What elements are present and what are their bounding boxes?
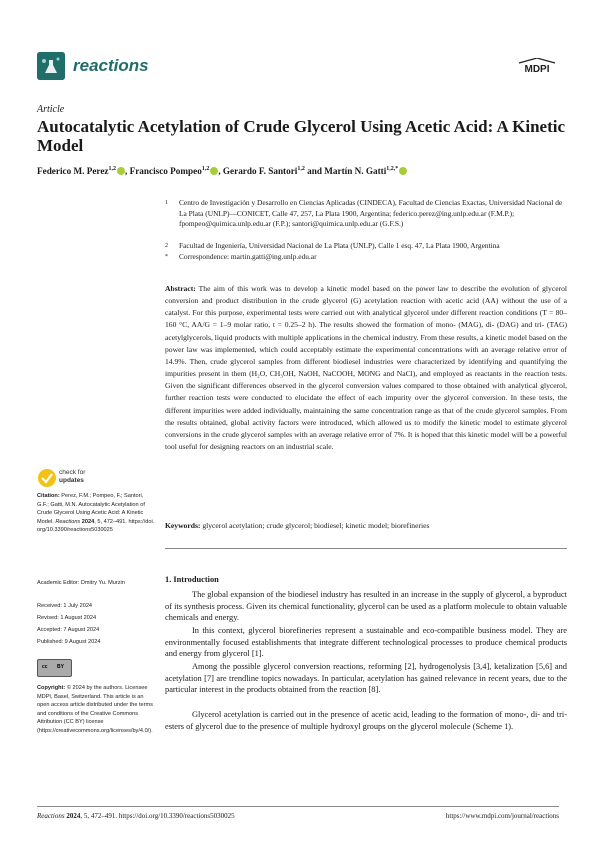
author-name[interactable]: Martín N. Gatti xyxy=(324,166,387,177)
date-accepted: Accepted: 7 August 2024 xyxy=(37,627,100,633)
correspondence xyxy=(165,252,565,263)
keywords-text: glycerol acetylation; crude glycerol; biodiesel; kinetic model; biorefineries xyxy=(202,521,430,530)
orcid-icon[interactable] xyxy=(117,167,125,175)
section-heading: 1. Introduction xyxy=(165,575,219,584)
check-for-updates-badge[interactable] xyxy=(37,467,107,489)
article-title: Autocatalytic Acetylation of Crude Glycerol Using Acetic Acid: A Kinetic Model xyxy=(37,117,566,155)
flask-icon xyxy=(37,52,65,80)
orcid-icon[interactable] xyxy=(210,167,218,175)
affiliation xyxy=(165,241,565,252)
citation-year: 2024 xyxy=(81,518,95,525)
affiliation-text: Facultad de Ingeniería, Universidad Nacional de La Plata (UNLP), Calle 1 esq. 47, La Plata 1900, Argentina xyxy=(179,241,500,250)
citation-text: Perez, F.M.; Pompeo, F.; Santori, G.F.; Gatti, M.N. Autocatalytic Acetylation of Crude Glycerol Using Acetic Acid: A Kinetic Model. xyxy=(37,493,145,525)
article-type: Article xyxy=(37,104,65,115)
author-affiliation-mark: 1,2 xyxy=(201,166,210,172)
section-divider xyxy=(165,548,567,549)
author-list: Federico M. Perez$^{1,2}$ , Francisco Pompeo$^{1,2}$ , Gerardo F. Santori$^{1,2}$ and Martín N. Gatti$^{1,2,*}$ xyxy=(37,166,577,176)
affiliation xyxy=(165,198,565,230)
cc-label: cc xyxy=(42,664,48,670)
footer-journal-url[interactable]: https://www.mdpi.com/journal/reactions xyxy=(445,812,559,820)
copyright-block xyxy=(37,684,155,735)
citation-journal: Reactions xyxy=(55,518,81,525)
correspondence-text[interactable]: Correspondence: martin.gatti@ing.unlp.edu.ar xyxy=(179,252,317,261)
copyright-label: Copyright: xyxy=(37,685,66,691)
citation-doi[interactable]: https://doi.org/10.3390/reactions5030025 xyxy=(37,518,155,533)
check-for-updates-icon xyxy=(37,468,57,488)
author-name[interactable]: Gerardo F. Santori xyxy=(222,166,298,177)
body-paragraph: In this context, glycerol biorefineries represent a sustainable and eco-compatible business model. They are environmentally focused establishments that integrate different technological processes to produce chemical products and energy from glycerol [1]. xyxy=(165,626,567,659)
journal-name[interactable]: reactions xyxy=(73,56,149,75)
footer-journal: Reactions xyxy=(37,812,65,820)
date-revised: Revised: 1 August 2024 xyxy=(37,615,97,621)
affiliation-mark: * xyxy=(165,254,168,260)
footer-year: 2024 xyxy=(66,812,81,820)
affiliation-mark: 1 xyxy=(165,200,168,206)
abstract xyxy=(165,283,567,453)
citation-label: Citation: xyxy=(37,493,60,499)
date-published: Published: 9 August 2024 xyxy=(37,639,101,645)
publisher-logo[interactable] xyxy=(515,58,559,78)
author-affiliation-mark: 1,2 xyxy=(297,166,305,172)
date-received: Received: 1 July 2024 xyxy=(37,603,93,609)
footer-citation xyxy=(37,812,235,820)
journal-logo xyxy=(37,52,65,80)
orcid-icon[interactable] xyxy=(399,167,407,175)
keywords-label: Keywords: xyxy=(165,521,201,530)
abstract-label: Abstract: xyxy=(165,284,196,293)
body-paragraph: Glycerol acetylation is carried out in the presence of acetic acid, leading to the formation of mono-, di- and tri-esters of glycerol due to the presence of multiple hydroxyl groups on the glycerol molecule (Scheme 1). xyxy=(165,710,567,731)
citation-pages: , 5, 472–491. xyxy=(94,518,127,525)
publisher-name: MDPI xyxy=(524,64,550,75)
footer-details[interactable]: , 5, 472–491. https://doi.org/10.3390/reactions5030025 xyxy=(80,812,235,820)
cc-by-license-icon[interactable] xyxy=(37,659,72,677)
check-updates-line1: check for xyxy=(59,469,86,476)
body-paragraph: The global expansion of the biodiesel industry has resulted in an increase in the supply of glycerol, a byproduct of its synthesis process. Given its chemical functionality, glycerol can be used as a platform molecule to obtain valuable chemicals and energy. xyxy=(165,590,567,623)
author-affiliation-mark: 1,2,* xyxy=(386,166,399,172)
footer-divider xyxy=(37,806,559,807)
academic-editor: Academic Editor: Dmitry Yu. Murzin xyxy=(37,580,125,586)
affiliation-text: Centro de Investigación y Desarrollo en Ciencias Aplicadas (CINDECA), Facultad de Ciencias Exactas, Universidad Nacional de La Plata (UNLP)—CONICET, Calle 47, 257, La Plata 1900, Argentina; federico.perez@ing.unlp.edu.ar (F.M.P.); fpompeo@quimica.unlp.edu.ar (F.P.); santori@quimica.unlp.edu.ar (G.F.S.) xyxy=(179,198,563,229)
check-updates-line2: updates xyxy=(59,477,84,484)
author-name[interactable]: Federico M. Perez xyxy=(37,166,109,177)
body-paragraph: Among the possible glycerol conversion reactions, reforming [2], hydrogenolysis [3,4], ketalization [5,6] and acetylation [7] are trendline topics nowadays. In particular, acetylation has gained relevance in recent years, due to the particular interest in the products obtained from the reaction [8]. xyxy=(165,662,567,695)
author-affiliation-mark: 1,2 xyxy=(108,166,116,172)
affiliation-mark: 2 xyxy=(165,243,168,249)
abstract-text: The aim of this work was to develop a kinetic model based on the power law to describe the evolution of glycerol conversion and product distribution in the crude glycerol (G) acetylation reaction with acetic acid (AA) without the use of a catalyst. For this purpose, experimental tests were carried out with analytical glycerol under different reaction conditions (T = 80–160 °C, AA/G = 1–9 molar ratio, t = 0.25–2 h). The results showed the formation of mono- (MAG), di- (DAG) and tri- (TAG) acetylglycerols, liquid products with multiple applications in the chemical industry. From these results, a kinetic model based on the power law was implemented, which could acceptably estimate the experimental concentrations with an average relative error of 14.9%. Then, crude glycerol samples from different biodiesel industries were characterized by identifying and quantifying the impurities present in them (H₂O, CH₃OH, NaOH, NaCOOH, MONG and NaCl), and employed as reactants in the reaction tests. Given the significant differences observed in the glycerol conversion values compared to those obtained with analytical glycerol, further reaction tests were conducted to elucidate the effect of each impurity over the glycerol conversion. In these tests, the different impurities were added individually, maintaining the same concentration range as that of the crude glycerol samples. From the results obtained, global activity factors were introduced, which allowed us to modify the kinetic model to estimate glycerol conversions in the crude glycerol samples with an average relative error of 7%. It is hoped that this kinetic model will be a powerful tool useful for designing reactors on an industrial scale. xyxy=(165,284,567,452)
cc-by-label: BY xyxy=(57,664,64,670)
keywords xyxy=(165,521,567,530)
author-name[interactable]: Francisco Pompeo xyxy=(129,166,202,177)
copyright-text: © 2024 by the authors. Licensee MDPI, Basel, Switzerland. This article is an open access article distributed under the terms and conditions of the Creative Commons Attribution (CC BY) license (https://creativecommons.org/licenses/by/4.0/). xyxy=(37,685,153,734)
citation-block xyxy=(37,492,155,535)
